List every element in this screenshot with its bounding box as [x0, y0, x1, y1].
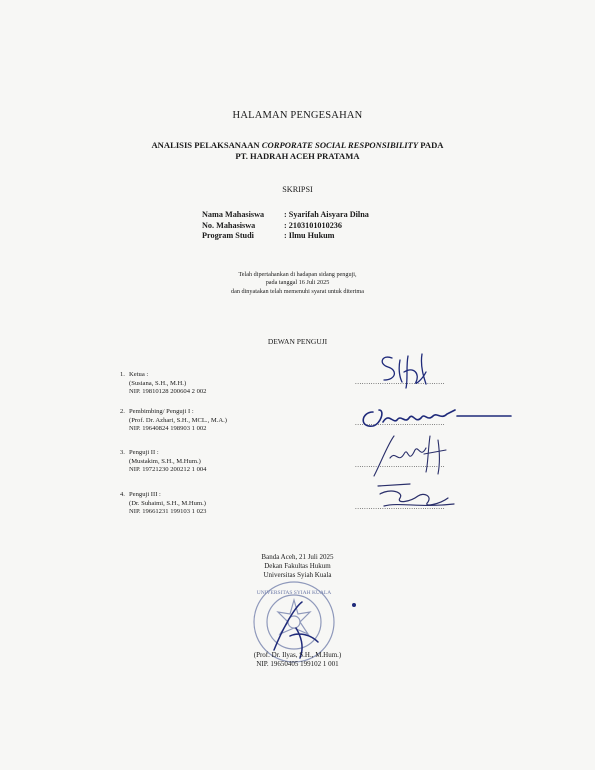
- document-type: SKRIPSI: [282, 185, 313, 194]
- signature-2-icon: [355, 398, 515, 434]
- signature-4-icon: [370, 478, 460, 512]
- thesis-title-italic: CORPORATE SOCIAL RESPONSIBILITY: [261, 140, 419, 150]
- student-info-row: [202, 221, 369, 232]
- student-info-row: [202, 210, 369, 221]
- examiner-role: Pembimbing/ Penguji I :: [129, 408, 194, 415]
- signing-place-date: Banda Aceh, 21 Juli 2025: [261, 553, 334, 561]
- examiner-number: 4.: [120, 491, 125, 498]
- student-info-label: Program Studi: [202, 231, 254, 240]
- university-name: Universitas Syiah Kuala: [263, 571, 332, 579]
- examiner-name: (Susiana, S.H., M.H.): [129, 379, 187, 387]
- student-info-value: : Syarifah Aisyara Dilna: [284, 210, 369, 219]
- defense-line: dan dinyatakan telah memenuhi syarat untuk diterima: [231, 287, 364, 295]
- defense-line: Telah dipertahankan di hadapan sidang penguji,: [238, 271, 357, 278]
- student-info-label: No. Mahasiswa: [202, 220, 256, 230]
- thesis-title-part: PADA: [420, 140, 444, 150]
- seal-text: UNIVERSITAS SYIAH KUALA: [256, 590, 332, 596]
- thesis-title-line2: PT. HADRAH ACEH PRATAMA: [235, 151, 360, 161]
- dean-position: Dekan Fakultas Hukum: [264, 562, 331, 570]
- ink-dot: [352, 603, 356, 607]
- signature-line: ........................................: [355, 461, 445, 469]
- examiner-name: (Dr. Suhaimi, S.H., M.Hum.): [129, 499, 206, 507]
- signature-line: ........................................: [355, 503, 445, 511]
- student-info-label: Nama Mahasiswa: [202, 210, 265, 219]
- examiner-role: Penguji II :: [129, 449, 159, 456]
- examiner-role: Ketua :: [129, 371, 149, 378]
- page-title: HALAMAN PENGESAHAN: [232, 110, 363, 121]
- examiner-name: (Prof. Dr. Azhari, S.H., MCL., M.A.): [129, 416, 227, 424]
- defense-line: pada tanggal 16 Juli 2025: [265, 279, 330, 287]
- examiner-name: (Mustakim, S.H., M.Hum.): [129, 457, 201, 465]
- examiner-nip: NIP. 19661231 199103 1 023: [129, 508, 207, 516]
- examiner-nip: NIP. 19721230 200212 1 004: [129, 466, 207, 474]
- defense-statement: [0, 271, 595, 296]
- thesis-title-part: ANALISIS PELAKSANAAN: [151, 140, 260, 150]
- examiner-nip: NIP. 19640824 198903 1 002: [129, 425, 207, 433]
- examiner-number: 2.: [120, 408, 125, 415]
- thesis-title: [0, 140, 595, 162]
- signature-3-icon: [368, 430, 458, 480]
- student-info-value: : 2103101010236: [284, 220, 342, 230]
- dean-nip: NIP. 19650405 199102 1 001: [256, 660, 339, 669]
- examiner-role: Penguji III :: [129, 491, 161, 498]
- dean-block: [0, 553, 595, 580]
- signature-1-icon: [370, 350, 440, 392]
- examiner-number: 1.: [120, 371, 125, 378]
- thesis-title-line1: [0, 140, 595, 151]
- dean-signatory: [0, 651, 595, 669]
- signature-line: ........................................: [355, 419, 445, 427]
- student-info: [202, 210, 369, 242]
- student-info-row: [202, 231, 369, 242]
- examiner-nip: NIP. 19810128 200604 2 002: [129, 388, 207, 396]
- board-title: DEWAN PENGUJI: [267, 337, 328, 346]
- student-info-value: : Ilmu Hukum: [284, 231, 335, 240]
- dean-name: (Prof. Dr. Ilyas, S.H., M.Hum.): [253, 651, 342, 659]
- examiner-number: 3.: [120, 449, 125, 456]
- signature-line: ........................................: [355, 378, 445, 386]
